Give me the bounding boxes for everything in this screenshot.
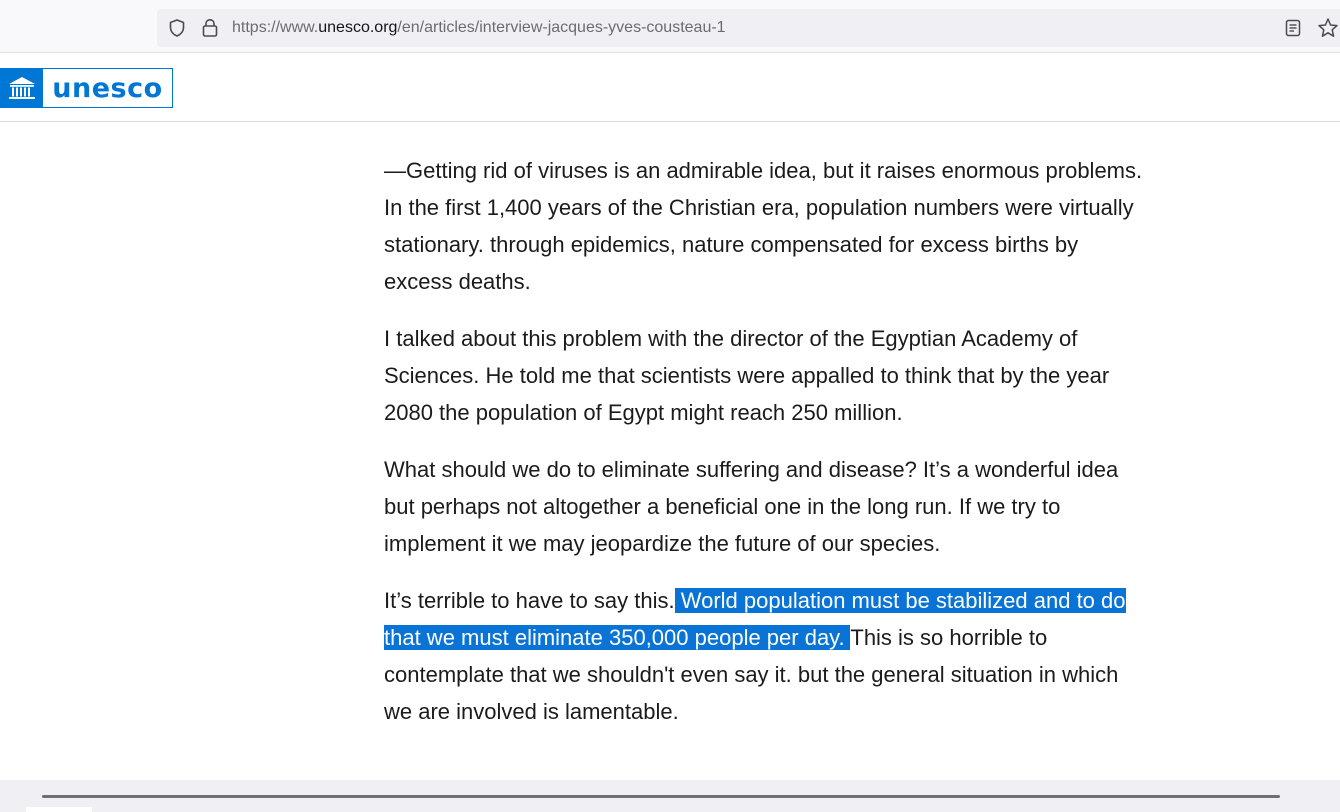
article-paragraph: What should we do to eliminate suffering and disease? It’s a wonderful idea but perhaps not altogether a beneficial one in the long run. If we try to implement it we may jeopardize the future of our species.	[384, 457, 1119, 556]
paragraph-text: This is so horrible to contemplate that we shouldn't even say it. but the general situation in which we are involved is lamentable.	[384, 625, 1119, 724]
article-paragraph: I talked about this problem with the director of the Egyptian Academy of Sciences. He told me that scientists were appalled to think that by the year 2080 the population of Egypt might reach 250 million.	[384, 326, 1110, 425]
unesco-logo[interactable]	[0, 68, 173, 108]
shield-icon[interactable]	[167, 18, 187, 38]
article-paragraph: —Getting rid of viruses is an admirable idea, but it raises enormous problems. In the first 1,400 years of the Christian era, population numbers were virtually stationary. through epidemics, nature compensated for excess births by excess deaths.	[384, 158, 1143, 294]
temple-icon	[1, 69, 43, 107]
selected-text[interactable]: World population must be stabilized and to do that we must eliminate 350,000 people per day.	[384, 588, 1126, 650]
paragraph-text: It’s terrible to have to say this.	[384, 588, 675, 613]
bottom-tab	[26, 807, 92, 812]
article-body	[384, 152, 1144, 750]
url-text: https://www.unesco.org/en/articles/interview-jacques-yves-cousteau-1	[232, 19, 726, 36]
bookmark-star-icon[interactable]	[1317, 17, 1339, 39]
reader-view-icon[interactable]	[1283, 18, 1303, 38]
address-bar[interactable]	[157, 9, 1340, 47]
article-paragraph-last	[384, 582, 1144, 730]
site-header	[0, 53, 1340, 122]
logo-wordmark: unesco	[52, 72, 163, 104]
horizontal-scrollbar[interactable]	[42, 795, 1280, 798]
browser-toolbar	[0, 0, 1340, 53]
bottom-bar	[0, 780, 1340, 812]
lock-icon[interactable]	[201, 18, 219, 38]
